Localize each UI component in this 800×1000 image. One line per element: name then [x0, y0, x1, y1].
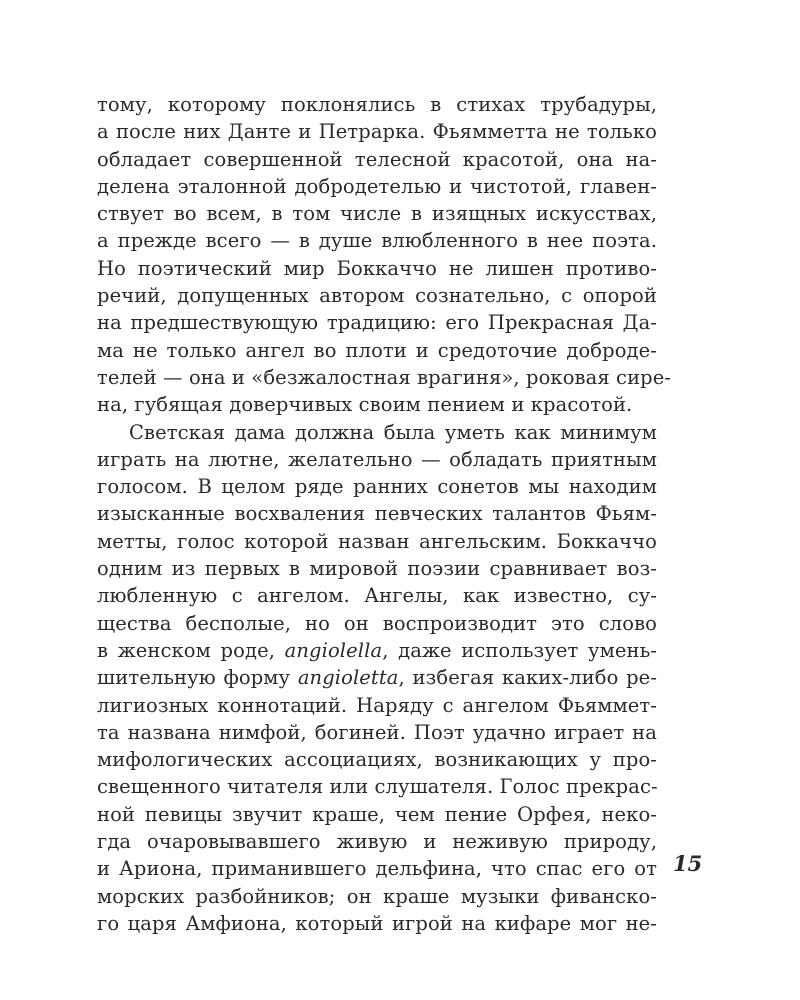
text-line: речий, допущенных автором сознательно, с опорой — [97, 284, 657, 308]
text-segment: в женском роде, — [97, 638, 285, 662]
text-line: Светская дама должна была уметь как минимум — [129, 420, 657, 444]
text-line: го царя Амфиона, который игрой на кифаре мог не- — [97, 911, 657, 935]
text-line: мифологических ассоциациях, возникающих у про- — [97, 748, 657, 772]
text-line: а прежде всего — в душе влюбленного в нее поэта. — [97, 229, 657, 253]
text-line: ма не только ангел во плоти и средоточие доброде- — [97, 338, 657, 362]
text-line: ной певицы звучит краше, чем пение Орфея, неко- — [97, 802, 657, 826]
text-line: на предшествующую традицию: его Прекрасная Да- — [97, 311, 657, 335]
text-segment: , избегая каких-либо ре- — [398, 666, 658, 690]
text-line: тому, которому поклонялись в стихах трубадуры, — [97, 93, 657, 116]
text-line: голосом. В целом ряде ранних сонетов мы находим — [97, 475, 657, 499]
text-line: свещенного читателя или слушателя. Голос прекрас- — [97, 775, 658, 799]
text-line: одним из первых в мировой поэзии сравнивает воз- — [97, 557, 657, 581]
text-line: метты, голос которой назван ангельским. Боккаччо — [97, 529, 657, 553]
text-line: делена эталонной добродетелью и чистотой, главен- — [97, 174, 657, 198]
italic-term: angioletta — [297, 666, 399, 690]
text-line: ствует во всем, в том числе в изящных искусствах, — [97, 202, 657, 226]
text-segment: , даже использует умень- — [382, 638, 657, 662]
italic-term: angiolella — [284, 638, 383, 662]
text-line: морских разбойников; он краше музыки фиванско- — [97, 884, 657, 908]
text-line: щества бесполые, но он воспроизводит это слово — [97, 611, 657, 635]
text-line — [97, 637, 657, 664]
text-line: играть на лютне, желательно — обладать приятным — [97, 447, 657, 471]
text-line: изысканные восхваления певческих талантов Фьям- — [97, 502, 657, 526]
text-line — [97, 664, 657, 691]
text-segment: шительную форму — [97, 666, 298, 690]
text-line: телей — она и «безжалостная врагиня», роковая сире- — [97, 365, 672, 389]
body-text — [97, 91, 672, 937]
text-line: обладает совершенной телесной красотой, она на- — [97, 147, 657, 171]
text-line: та названа нимфой, богиней. Поэт удачно играет на — [97, 720, 657, 744]
page-number: 15 — [673, 851, 703, 876]
text-line: а после них Данте и Петрарка. Фьямметта не только — [97, 120, 657, 144]
text-line: гда очаровывавшего живую и неживую природу, — [97, 830, 657, 854]
text-line: и Ариона, приманившего дельфина, что спас его от — [97, 857, 657, 881]
text-line: на, губящая доверчивых своим пением и красотой. — [97, 393, 633, 417]
text-line: любленную с ангелом. Ангелы, как известно, су- — [97, 584, 657, 608]
text-line: Но поэтический мир Боккаччо не лишен противо- — [97, 256, 657, 280]
text-line: лигиозных коннотаций. Наряду с ангелом Фьяммет‑ — [97, 693, 657, 717]
